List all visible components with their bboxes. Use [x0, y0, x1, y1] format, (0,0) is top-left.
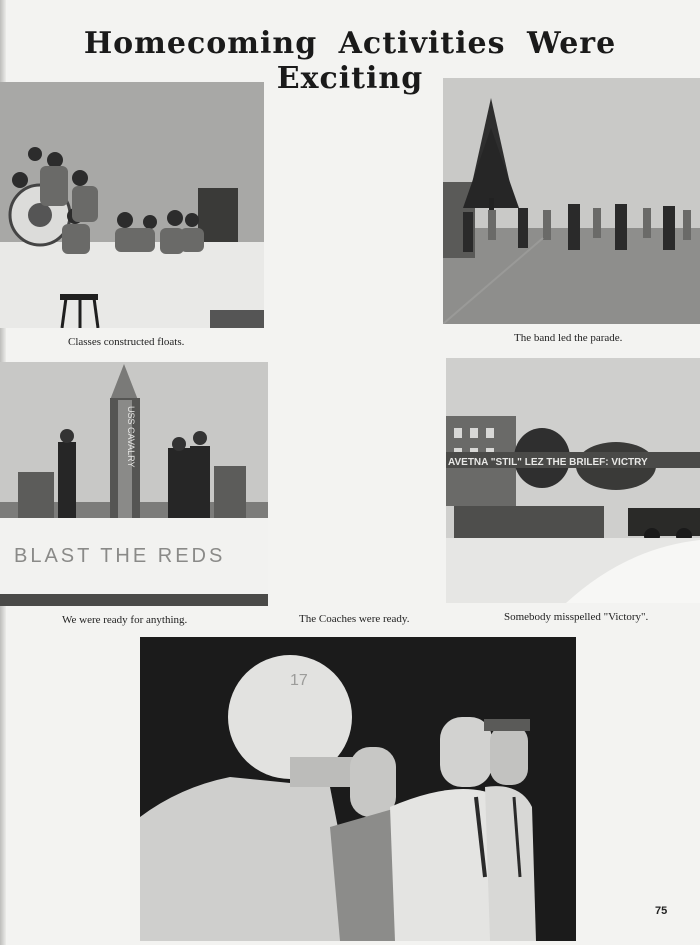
- caption-band: The band led the parade.: [514, 332, 623, 344]
- caption-ready: We were ready for anything.: [62, 614, 188, 626]
- photo-helmet: [140, 637, 576, 941]
- victory-banner-text: AVETNA "STIL" LEZ THE BRILEF: VICTRY: [448, 457, 648, 468]
- page-title: Homecoming Activities Were Exciting: [83, 26, 617, 96]
- caption-coaches: The Coaches were ready.: [299, 613, 410, 625]
- rocket-lettering: USS CAVALRY: [126, 406, 136, 468]
- caption-floats: Classes constructed floats.: [68, 336, 185, 348]
- page-number: 75: [655, 905, 668, 917]
- photo-floats: [0, 82, 264, 328]
- float-slogan: BLAST THE REDS: [14, 545, 226, 567]
- caption-victory: Somebody misspelled "Victory".: [504, 611, 649, 623]
- photo-victory: [446, 358, 700, 603]
- photo-band: [443, 78, 700, 324]
- photo-ready: [0, 362, 268, 606]
- helmet-number: 17: [290, 672, 308, 689]
